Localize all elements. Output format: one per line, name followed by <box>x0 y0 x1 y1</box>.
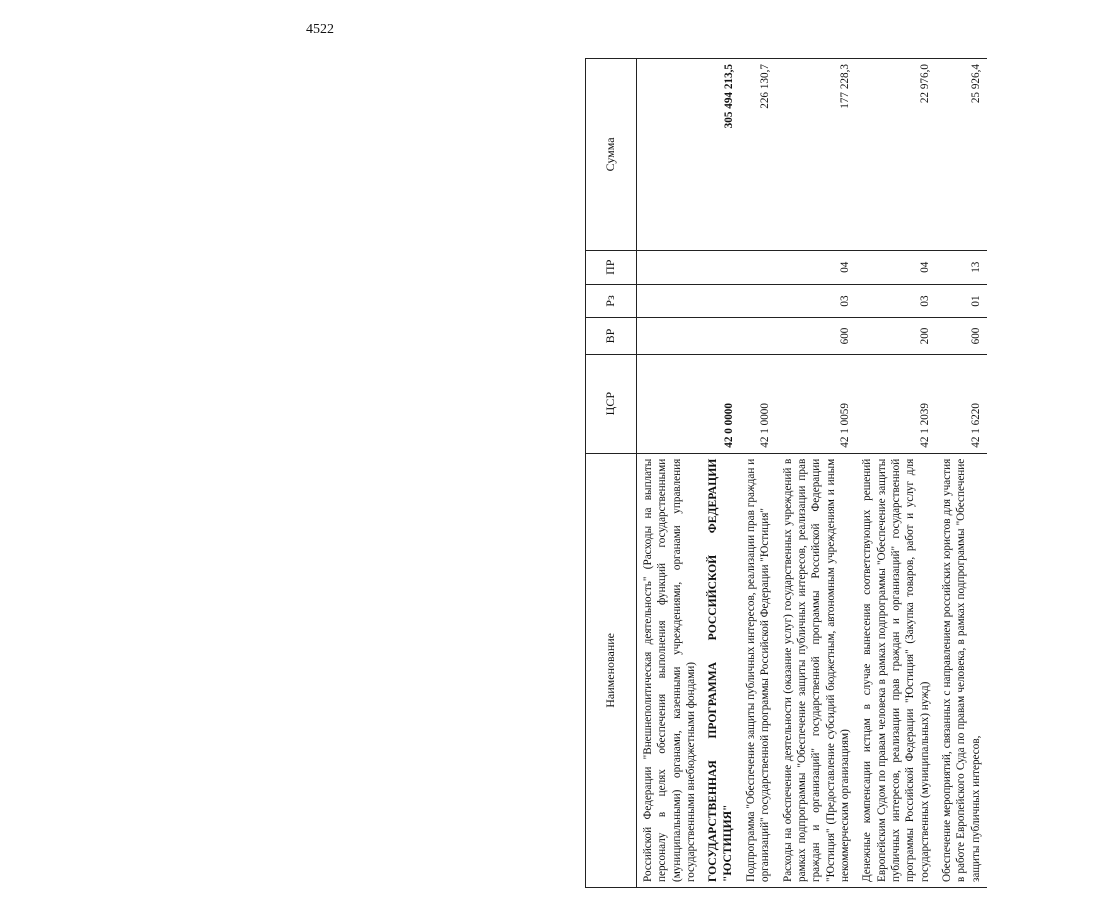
page-number: 4522 <box>306 22 334 37</box>
row-csr: 42 1 0000 <box>740 354 777 453</box>
header-vr: ВР <box>586 318 637 354</box>
row-vr <box>637 318 703 354</box>
row-name: Обеспечение мероприятий, связанных с направлением российских юристов для участия в работе Европейского Суда по правам человека, в рамках подпрограммы "Обеспечение защиты публичных интересов, <box>936 453 987 887</box>
row-vr: 200 <box>856 318 936 354</box>
row-sum <box>637 59 703 251</box>
row-name: Подпрограмма "Обеспечение защиты публичных интересов, реализации прав граждан и организаций" государственной программы Российской Федерации "Юстиция" <box>740 453 777 887</box>
row-vr: 600 <box>777 318 857 354</box>
row-rz: 03 <box>856 284 936 318</box>
table-row <box>777 59 857 888</box>
row-name: Российской Федерации "Внешнеполитическая деятельность" (Расходы на выплаты персоналу в целях обеспечения выполнения функций государственными (муниципальными) органами, казенными учреждениями, органами управления государственными внебюджетными фондами) <box>637 453 703 887</box>
row-pr: 04 <box>777 250 857 284</box>
row-rz: 01 <box>936 284 987 318</box>
row-rz <box>740 284 777 318</box>
row-pr <box>637 250 703 284</box>
row-sum: 22 976,0 <box>856 59 936 251</box>
budget-table <box>585 58 987 888</box>
row-csr: 42 1 0059 <box>777 354 857 453</box>
table-header-row <box>586 59 637 888</box>
row-rz <box>637 284 703 318</box>
row-csr <box>637 354 703 453</box>
row-csr: 42 0 0000 <box>702 354 740 453</box>
table-row <box>856 59 936 888</box>
row-sum: 25 926,4 <box>936 59 987 251</box>
header-pr: ПР <box>586 250 637 284</box>
row-name: Денежные компенсации истцам в случае вынесения соответствующих решений Европейским Судом по правам человека в рамках подпрограммы "Обеспечение защиты публичных интересов, реализации прав граждан и организаций" государственной программы Российской Федерации "Юстиция" (Закупка товаров, работ и услуг для государственных (муниципальных) нужд) <box>856 453 936 887</box>
table-row <box>637 59 703 888</box>
row-pr: 04 <box>856 250 936 284</box>
header-rz: Рз <box>586 284 637 318</box>
row-name: ГОСУДАРСТВЕННАЯ ПРОГРАММА РОССИЙСКОЙ ФЕДЕРАЦИИ "ЮСТИЦИЯ" <box>702 453 740 887</box>
table-row <box>740 59 777 888</box>
row-pr <box>740 250 777 284</box>
table-row <box>936 59 987 888</box>
row-vr: 600 <box>936 318 987 354</box>
row-rz: 03 <box>777 284 857 318</box>
row-sum: 226 130,7 <box>740 59 777 251</box>
row-rz <box>702 284 740 318</box>
rotated-page-content <box>585 8 1115 888</box>
row-pr <box>702 250 740 284</box>
row-name: Расходы на обеспечение деятельности (оказание услуг) государственных учреждений в рамках подпрограммы "Обеспечение защиты публичных интересов, реализации прав граждан и организаций" государственной программы Российской Федерации "Юстиция" (Предоставление субсидий бюджетным, автономным учреждениям и иным некоммерческим организациям) <box>777 453 857 887</box>
row-csr: 42 1 2039 <box>856 354 936 453</box>
row-vr <box>702 318 740 354</box>
table-row <box>702 59 740 888</box>
row-sum: 177 228,3 <box>777 59 857 251</box>
header-name: Наименование <box>586 453 637 887</box>
header-sum: Сумма <box>586 59 637 251</box>
row-vr <box>740 318 777 354</box>
header-csr: ЦСР <box>586 354 637 453</box>
row-sum: 305 494 213,5 <box>702 59 740 251</box>
row-csr: 42 1 6220 <box>936 354 987 453</box>
row-pr: 13 <box>936 250 987 284</box>
